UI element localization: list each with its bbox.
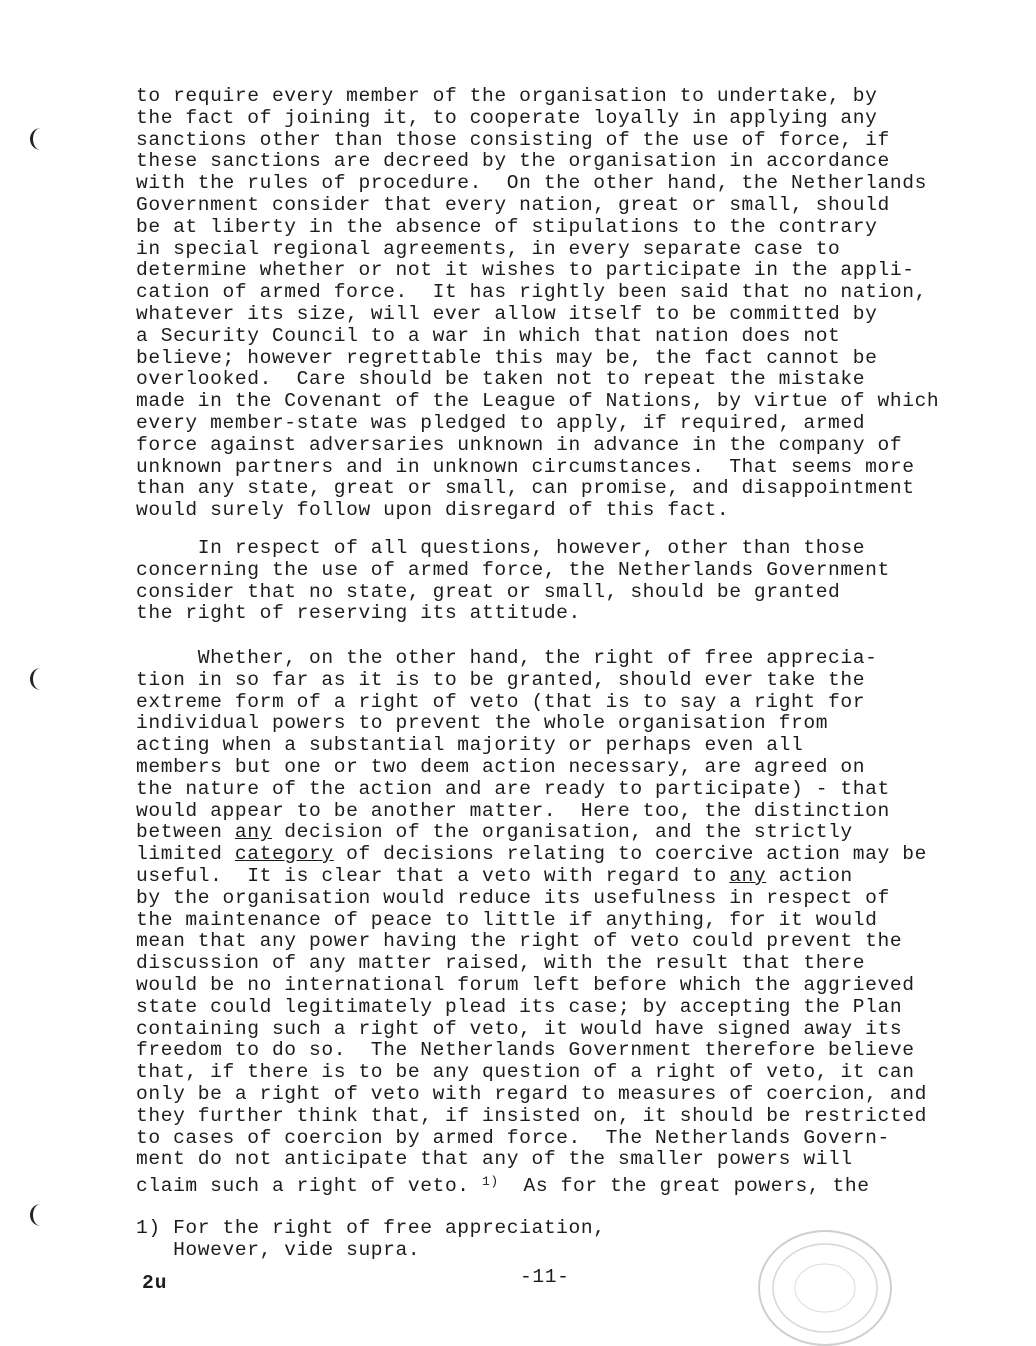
text-fragment: action	[766, 864, 853, 887]
binder-hole-mark	[30, 668, 51, 690]
text-line: whatever its size, will ever allow itself to be committed by	[136, 302, 878, 325]
text-line: to cases of coercion by armed force. The Netherlands Govern-	[136, 1126, 890, 1149]
text-fragment: As for the great powers, the	[498, 1175, 870, 1198]
text-line: force against adversaries unknown in advance in the company of	[136, 433, 903, 456]
text-line: determine whether or not it wishes to participate in the appli-	[136, 259, 915, 282]
text-line: would be no international forum left before which the aggrieved	[136, 973, 915, 996]
text-line	[136, 1171, 996, 1198]
text-fragment: useful. It is clear that a veto with regard to	[136, 864, 730, 887]
text-line: be at liberty in the absence of stipulations to the contrary	[136, 215, 878, 238]
paragraph-reserving-attitude	[136, 538, 996, 625]
text-line: concerning the use of armed force, the Netherlands Government	[136, 558, 890, 581]
text-line: made in the Covenant of the League of Nations, by virtue of which	[136, 390, 940, 413]
text-fragment: between	[136, 821, 235, 844]
page-number: -11-	[520, 1266, 570, 1288]
text-line: by the organisation would reduce its usefulness in respect of	[136, 886, 890, 909]
text-line: a Security Council to a war in which that nation does not	[136, 324, 841, 347]
text-fragment: decision of the organisation, and the strictly	[271, 821, 853, 844]
text-line: consider that no state, great or small, should be granted	[136, 580, 841, 603]
text-line: cation of armed force. It has rightly been said that no nation,	[136, 281, 927, 304]
text-fragment: claim such a right of veto.	[136, 1175, 483, 1198]
text-line: unknown partners and in unknown circumstances. That seems more	[136, 455, 915, 478]
text-line: would surely follow upon disregard of this fact.	[136, 499, 730, 522]
text-line: containing such a right of veto, it would have signed away its	[136, 1017, 903, 1040]
binder-hole-mark	[30, 1204, 51, 1226]
text-line: that, if there is to be any question of a right of veto, it can	[136, 1061, 915, 1084]
text-line: the fact of joining it, to cooperate loyally in applying any	[136, 106, 878, 129]
text-line	[136, 844, 996, 866]
binder-hole-mark	[30, 128, 51, 150]
text-line: to require every member of the organisation to undertake, by	[136, 85, 878, 107]
text-line: mean that any power having the right of veto could prevent the	[136, 930, 903, 953]
text-line: Government consider that every nation, great or small, should	[136, 193, 890, 216]
library-seal-stamp	[758, 1230, 892, 1346]
underlined-word: any	[729, 864, 767, 887]
footnote-line: 1) For the right of free appreciation,	[136, 1217, 606, 1239]
text-line: believe; however regrettable this may be, the fact cannot be	[136, 346, 878, 369]
text-line: overlooked. Care should be taken not to repeat the mistake	[136, 368, 866, 391]
text-line: extreme form of a right of veto (that is to say a right for	[136, 690, 866, 713]
text-line: acting when a substantial majority or perhaps even all	[136, 734, 804, 757]
underlined-word: category	[234, 843, 334, 866]
underlined-word: any	[234, 821, 272, 844]
paragraph-armed-force	[136, 86, 996, 522]
text-line: than any state, great or small, can promise, and disappointment	[136, 477, 915, 500]
text-line: discussion of any matter raised, with the result that there	[136, 952, 866, 975]
text-fragment: of decisions relating to coercive action may be	[333, 843, 927, 866]
file-code: 2u	[142, 1272, 168, 1294]
text-fragment: limited	[136, 843, 235, 866]
text-line: in special regional agreements, in every separate case to	[136, 237, 841, 260]
text-line	[136, 866, 996, 888]
text-line: ment do not anticipate that any of the smaller powers will	[136, 1148, 853, 1171]
text-line	[136, 822, 996, 844]
text-line: they further think that, if insisted on, it should be restricted	[136, 1104, 927, 1127]
text-line: freedom to do so. The Netherlands Government therefore believe	[136, 1039, 915, 1062]
text-line: In respect of all questions, however, other than those	[136, 537, 866, 559]
text-line: the right of reserving its attitude.	[136, 602, 581, 625]
text-line: only be a right of veto with regard to measures of coercion, and	[136, 1082, 927, 1105]
text-line: state could legitimately plead its case; by accepting the Plan	[136, 995, 903, 1018]
text-line: the nature of the action and are ready to participate) - that	[136, 777, 890, 800]
text-line: sanctions other than those consisting of the use of force, if	[136, 128, 890, 151]
text-line: tion in so far as it is to be granted, should ever take the	[136, 668, 866, 691]
paragraph-right-of-veto	[136, 648, 996, 1198]
text-line: individual powers to prevent the whole organisation from	[136, 712, 829, 735]
text-line: these sanctions are decreed by the organisation in accordance	[136, 150, 890, 173]
footnote-line: However, vide supra.	[136, 1238, 421, 1261]
text-line: Whether, on the other hand, the right of free apprecia-	[136, 647, 878, 669]
text-line: members but one or two deem action necessary, are agreed on	[136, 755, 866, 778]
text-line: the maintenance of peace to little if anything, for it would	[136, 908, 878, 931]
text-line: would appear to be another matter. Here too, the distinction	[136, 799, 890, 822]
text-line: every member-state was pledged to apply, if required, armed	[136, 411, 866, 434]
text-line: with the rules of procedure. On the other hand, the Netherlands	[136, 172, 927, 195]
seal-ring-icon	[760, 1232, 890, 1344]
footnote-marker: 1)	[482, 1174, 499, 1190]
